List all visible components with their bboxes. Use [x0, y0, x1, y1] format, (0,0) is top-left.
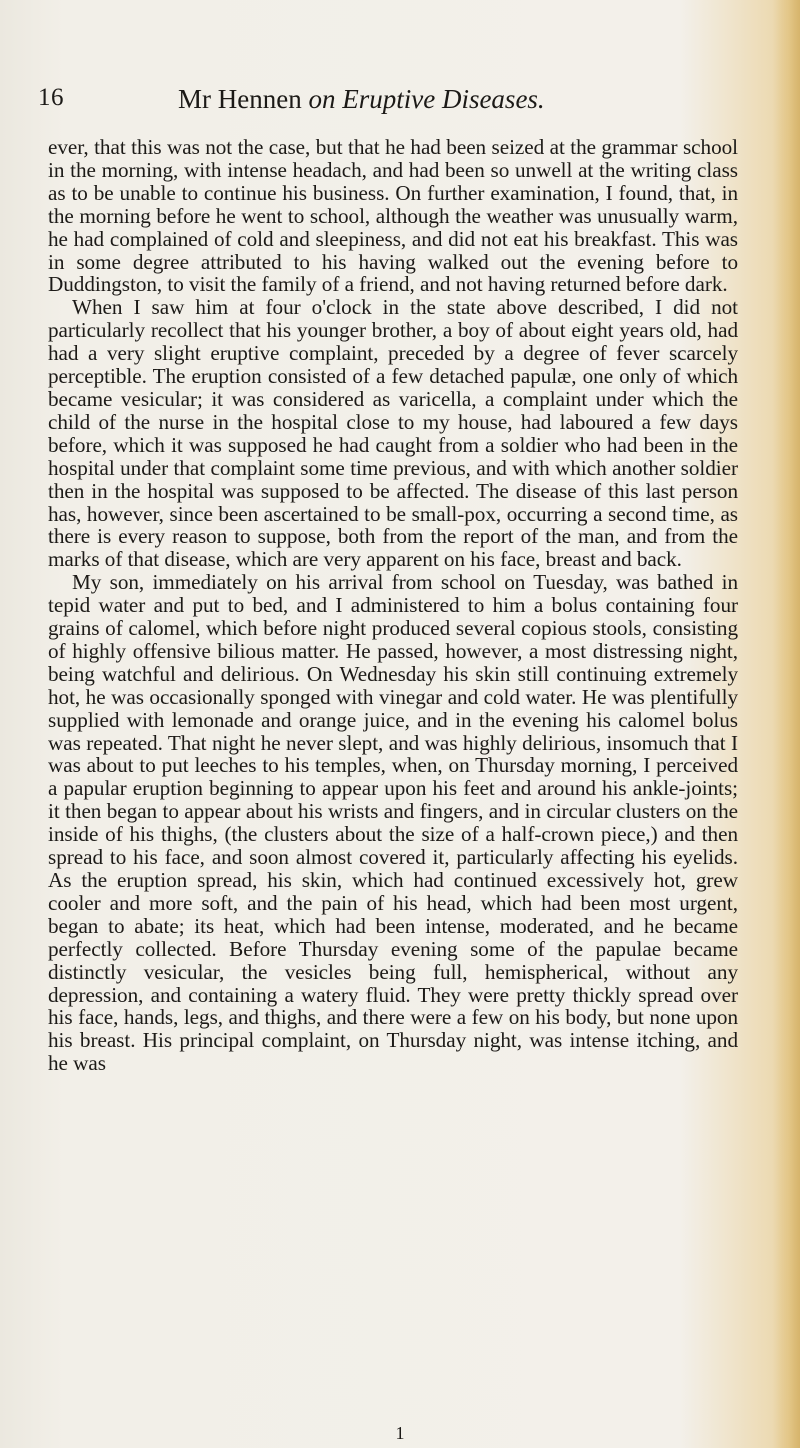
running-title-subject: Eruptive Diseases. — [342, 84, 545, 114]
paragraph-3: My son, immediately on his arrival from school on Tuesday, was bathed in tepid water and put to bed, and I administered to him a bolus containing four grains of calomel, which before night produced several copious stools, consisting of highly offensive bilious matter. He passed, however, a most distressing night, being watchful and delirious. On Wednesday his skin still continuing extremely hot, he was occasionally sponged with vinegar and cold water. He was plentifully supplied with lemonade and orange juice, and in the evening his calomel bolus was repeated. That night he never slept, and was highly delirious, insomuch that I was about to put leeches to his temples, when, on Thursday morning, I perceived a papular eruption beginning to appear upon his feet and around his ankle-joints; it then began to appear about his wrists and fingers, and in circular clusters on the inside of his thighs, (the clusters about the size of a half-crown piece,) and then spread to his face, and soon almost covered it, particularly affecting his eyelids. As the eruption spread, his skin, which had continued excessively hot, grew cooler and more soft, and the pain of his head, which had been most urgent, began to abate; its heat, which had been intense, moderated, and he became perfectly collected. Before Thursday evening some of the papulae became distinctly vesicular, the vesicles being full, hemispherical, without any depression, and containing a watery fluid. They were pretty thickly spread over his face, hands, legs, and thighs, and there were a few on his body, but none upon his breast. His principal complaint, on Thursday night, was intense itching, and he was — [48, 570, 738, 1076]
running-title-connector: on — [308, 84, 336, 114]
running-title-author: Mr Hennen — [178, 84, 302, 114]
paragraph-2: When I saw him at four o'clock in the state above described, I did not particularly recollect that his younger brother, a boy of about eight years old, had had a very slight eruptive complaint, preceded by a degree of fever scarcely perceptible. The eruption consisted of a few detached papulæ, one only of which became vesicular; it was considered as varicella, a complaint under which the child of the nurse in the hospital close to my house, had laboured a few days before, which it was supposed he had caught from a soldier who had been in the hospital under that complaint some time previous, and with which another soldier then in the hospital was supposed to be affected. The disease of this last person has, however, since been ascertained to be small-pox, occurring a second time, as there is every reason to suppose, both from the report of the man, and from the marks of that disease, which are very apparent on his face, breast and back. — [48, 295, 738, 572]
paragraph-1: ever, that this was not the case, but that he had been seized at the grammar school in the morning, with intense headach, and had been so unwell at the writing class as to be unable to continue his business. On further examination, I found, that, in the morning before he went to school, although the weather was unusually warm, he had complained of cold and sleepiness, and did not eat his breakfast. This was in some degree attributed to his having walked out the evening before to Duddingston, to visit the family of a friend, and not having returned before dark. — [48, 135, 738, 297]
running-head — [38, 84, 738, 120]
page-edge-discoloration — [772, 0, 800, 1448]
page-number: 16 — [38, 84, 64, 111]
body-text — [48, 136, 738, 1075]
running-title — [178, 84, 545, 115]
signature-mark: 1 — [395, 1423, 405, 1443]
